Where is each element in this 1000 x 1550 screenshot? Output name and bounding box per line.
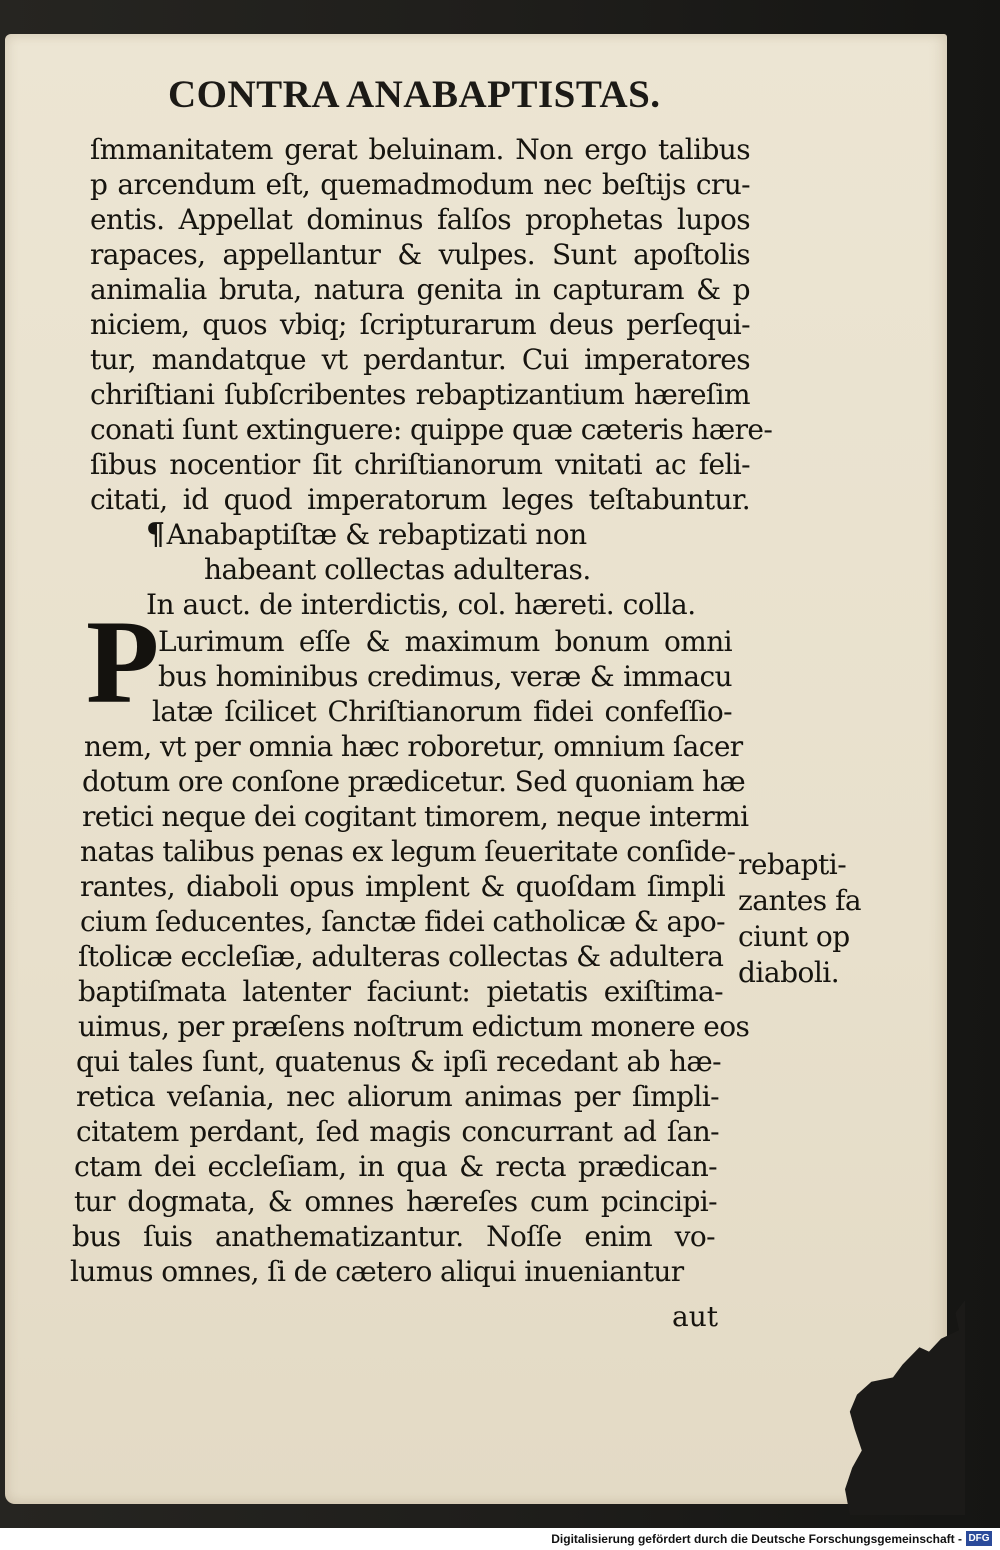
margin-note-line: rebapti- bbox=[738, 848, 847, 881]
body-line: lumus omnes, ſi de cætero aliqui inueniantur bbox=[70, 1255, 684, 1288]
body-line: niciem, quos vbiq; ſcripturarum deus perſequi- bbox=[90, 308, 750, 341]
body-line: ſmmanitatem gerat beluinam. Non ergo talibus bbox=[90, 133, 750, 166]
body-line: entis. Appellat dominus falſos prophetas lupos bbox=[90, 203, 750, 236]
body-line: nem, vt per omnia hæc roboretur, omnium ſacer bbox=[84, 730, 743, 763]
body-line: tur dogmata, & omnes hæreſes cum pcincipi- bbox=[74, 1185, 717, 1218]
body-line: qui tales ſunt, quatenus & ipſi recedant ab hæ- bbox=[76, 1045, 721, 1078]
legal-citation: In auct. de interdictis, col. hæreti. colla. bbox=[146, 588, 696, 621]
body-line: baptiſmata latenter faciunt: pietatis exiſtima- bbox=[78, 975, 723, 1008]
body-line: cium ſeducentes, ſanctæ fidei catholicæ & apo- bbox=[80, 905, 725, 938]
body-line: tur, mandatque vt perdantur. Cui imperatores bbox=[90, 343, 750, 376]
body-line: uimus, per præſens noſtrum edictum monere eos bbox=[78, 1010, 750, 1043]
pilcrow-mark: ¶ bbox=[146, 517, 165, 552]
body-line: citati, id quod imperatorum leges teſtabuntur. bbox=[90, 483, 750, 516]
body-line: ſibus nocentior ſit chriſtianorum vnitati ac feli- bbox=[90, 448, 750, 481]
body-line: retici neque dei cogitant timorem, neque intermi bbox=[82, 800, 749, 833]
body-line: rapaces, appellantur & vulpes. Sunt apoſtolis bbox=[90, 238, 750, 271]
body-line: p arcendum eſt, quemadmodum nec beſtijs cru- bbox=[90, 168, 750, 201]
section-heading-line-2: habeant collectas adulteras. bbox=[204, 553, 591, 586]
margin-note-line: diaboli. bbox=[738, 956, 840, 989]
body-line: dotum ore conſone prædicetur. Sed quoniam hæ bbox=[82, 765, 746, 798]
section-heading-line-1 bbox=[146, 518, 587, 552]
margin-note-line: zantes fa bbox=[738, 884, 862, 917]
body-line: rantes, diaboli opus implent & quoſdam ſimpli bbox=[80, 870, 725, 903]
catchword: aut bbox=[672, 1300, 718, 1333]
margin-note-line: ciunt op bbox=[738, 920, 850, 953]
body-line: chriſtiani ſubſcribentes rebaptizantium hæreſim bbox=[90, 378, 750, 411]
running-title: CONTRA ANABAPTISTAS. bbox=[168, 73, 661, 116]
drop-cap-initial: P bbox=[86, 595, 160, 728]
body-line: Lurimum eſſe & maximum bonum omni bbox=[158, 625, 732, 658]
body-line: bus ſuis anathematizantur. Noſſe enim vo- bbox=[72, 1220, 715, 1253]
funding-credit: Digitalisierung gefördert durch die Deutsche Forschungsgemeinschaft - bbox=[551, 1532, 962, 1546]
dfg-logo: DFG bbox=[966, 1531, 992, 1546]
body-line: latæ ſcilicet Chriſtianorum fidei confeſſio- bbox=[152, 695, 732, 728]
body-line: ctam dei eccleſiam, in qua & recta prædican- bbox=[74, 1150, 717, 1183]
body-line: bus hominibus credimus, veræ & immacu bbox=[158, 660, 732, 693]
digitization-footer bbox=[0, 1528, 1000, 1550]
body-line: retica veſania, nec aliorum animas per ſimpli- bbox=[76, 1080, 719, 1113]
body-line: natas talibus penas ex legum ſeueritate conſide- bbox=[80, 835, 736, 868]
body-line: ſtolicæ eccleſiæ, adulteras collectas & adultera bbox=[78, 940, 724, 973]
section-heading-text-1: Anabaptiſtæ & rebaptizati non bbox=[166, 518, 587, 551]
body-line: animalia bruta, natura genita in capturam & p bbox=[90, 273, 750, 306]
body-line: citatem perdant, ſed magis concurrant ad ſan- bbox=[76, 1115, 719, 1148]
body-line: conati ſunt extinguere: quippe quæ cæteris hære- bbox=[90, 413, 773, 446]
